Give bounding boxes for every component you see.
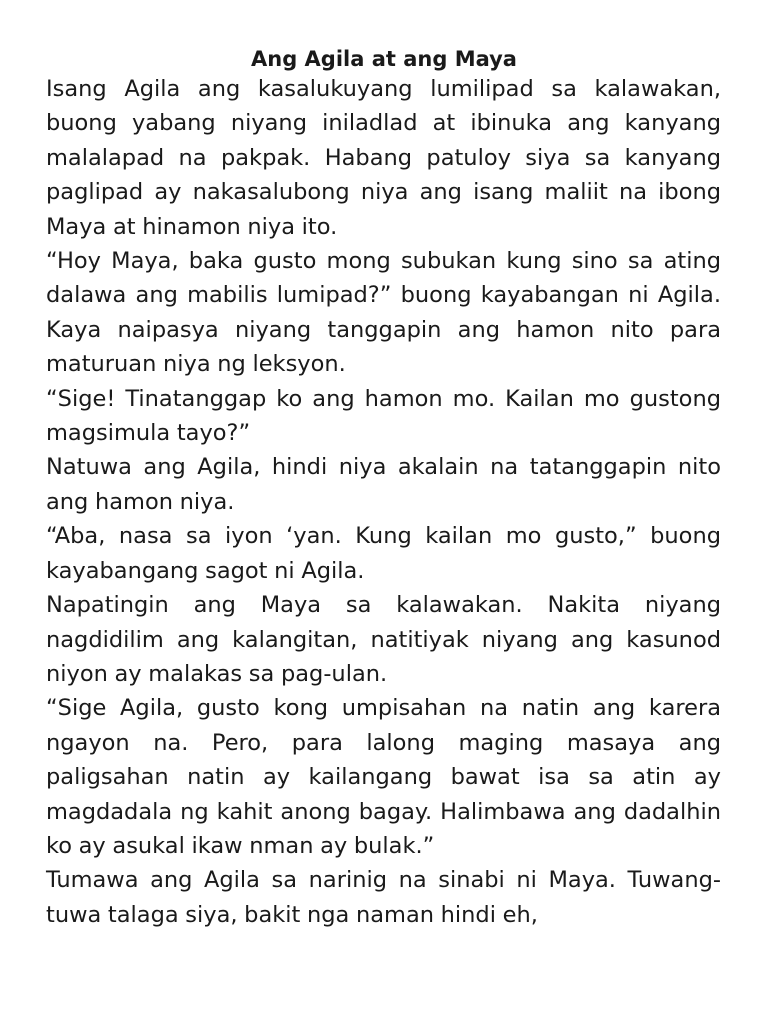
story-body: [46, 72, 721, 932]
paragraph: “Hoy Maya, baka gusto mong subukan kung sino sa ating dalawa ang mabilis lumipad?” buong kayabangan ni Agila. Kaya naipasya niyang tanggapin ang hamon nito para maturuan niya ng leksyon.: [46, 248, 721, 378]
paragraph: “Aba, nasa sa iyon ‘yan. Kung kailan mo gusto,” buong kayabangang sagot ni Agila.: [46, 523, 721, 584]
paragraph: Isang Agila ang kasalukuyang lumilipad sa kalawakan, buong yabang niyang iniladlad at ibinuka ang kanyang malalapad na pakpak. Habang patuloy siya sa kanyang paglipad ay nakasalubong niya ang isang maliit na ibong Maya at hinamon niya ito.: [46, 76, 721, 240]
story-title: Ang Agila at ang Maya: [251, 47, 517, 71]
paragraph: Napatingin ang Maya sa kalawakan. Nakita niyang nagdidilim ang kalangitan, natitiyak niyang ang kasunod niyon ay malakas sa pag-ulan.: [46, 592, 721, 687]
paragraph: “Sige Agila, gusto kong umpisahan na natin ang karera ngayon na. Pero, para lalong maging masaya ang paligsahan natin ay kailangang bawat isa sa atin ay magdadala ng kahit anong bagay. Halimbawa ang dadalhin ko ay asukal ikaw nman ay bulak.”: [46, 695, 721, 859]
paragraph: Tumawa ang Agila sa narinig na sinabi ni Maya. Tuwang-tuwa talaga siya, bakit nga naman hindi eh,: [46, 867, 721, 928]
paragraph: Natuwa ang Agila, hindi niya akalain na tatanggapin nito ang hamon niya.: [46, 454, 721, 515]
paragraph: “Sige! Tinatanggap ko ang hamon mo. Kailan mo gustong magsimula tayo?”: [46, 385, 721, 447]
